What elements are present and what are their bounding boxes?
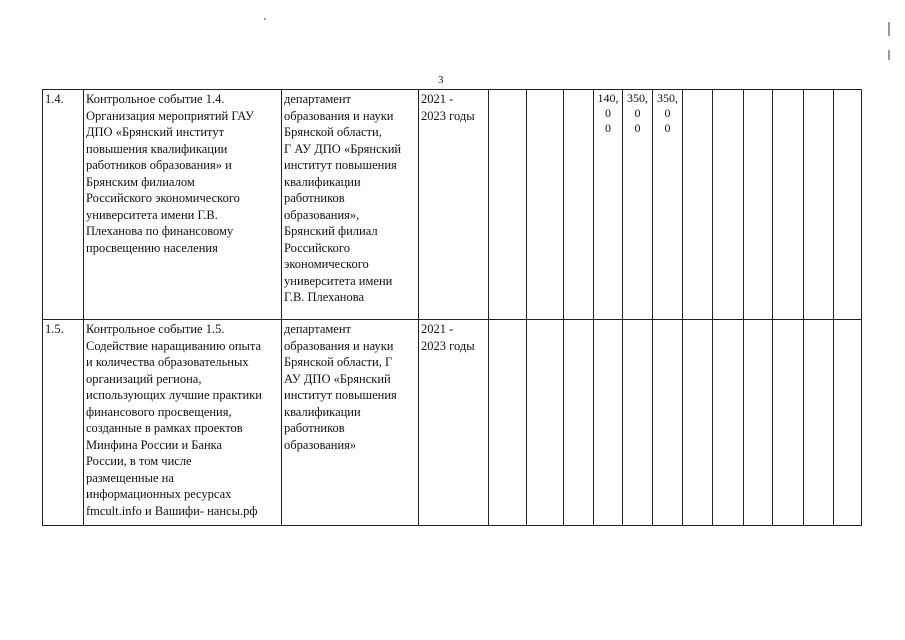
empty-cell xyxy=(489,320,527,526)
program-table xyxy=(42,89,862,526)
empty-cell xyxy=(804,320,834,526)
scan-artifact xyxy=(888,22,890,36)
responsible-party: департамент образования и науки Брянской области, Г АУ ДПО «Брянский институт повышения квалификации работников образования» xyxy=(282,320,419,526)
empty-cell xyxy=(683,320,713,526)
empty-cell xyxy=(713,90,744,320)
amount-cell: 140,0 0 xyxy=(594,90,623,320)
amount-cell xyxy=(594,320,623,526)
row-number: 1.4. xyxy=(43,90,84,320)
amount-cell xyxy=(653,320,683,526)
row-number: 1.5. xyxy=(43,320,84,526)
event-description: Контрольное событие 1.4. Организация мероприятий ГАУ ДПО «Брянский институт повышения квалификации работников образования» и Брянским филиалом Российского экономического университета имени Г.В. Плеханова по финансовому просвещению населения xyxy=(84,90,282,320)
empty-cell xyxy=(773,320,804,526)
amount-cell xyxy=(623,320,653,526)
amount-cell: 350,0 0 xyxy=(623,90,653,320)
event-description: Контрольное событие 1.5. Содействие наращиванию опыта и количества образовательных организаций региона, использующих лучшие практики финансового просвещения, созданные в рамках проектов Минфина России и Банка России, в том числе размещенные на информационных ресурсах fmcult.info и Вашифи- нансы.рф xyxy=(84,320,282,526)
table-row xyxy=(43,320,862,526)
empty-cell xyxy=(564,90,594,320)
empty-cell xyxy=(564,320,594,526)
scan-artifact xyxy=(264,18,266,20)
empty-cell xyxy=(489,90,527,320)
empty-cell xyxy=(773,90,804,320)
empty-cell xyxy=(527,320,564,526)
responsible-party: департамент образования и науки Брянской области, Г АУ ДПО «Брянский институт повышения квалификации работников образования», Брянский филиал Российского экономического университета имени Г.В. Плеханова xyxy=(282,90,419,320)
table-row xyxy=(43,90,862,320)
empty-cell xyxy=(804,90,834,320)
amount-cell: 350,0 0 xyxy=(653,90,683,320)
page-number: 3 xyxy=(438,74,444,86)
empty-cell xyxy=(744,90,773,320)
implementation-period: 2021 - 2023 годы xyxy=(419,320,489,526)
implementation-period: 2021 - 2023 годы xyxy=(419,90,489,320)
empty-cell xyxy=(744,320,773,526)
empty-cell xyxy=(527,90,564,320)
empty-cell xyxy=(834,320,862,526)
empty-cell xyxy=(683,90,713,320)
empty-cell xyxy=(834,90,862,320)
scan-artifact xyxy=(888,50,890,60)
empty-cell xyxy=(713,320,744,526)
